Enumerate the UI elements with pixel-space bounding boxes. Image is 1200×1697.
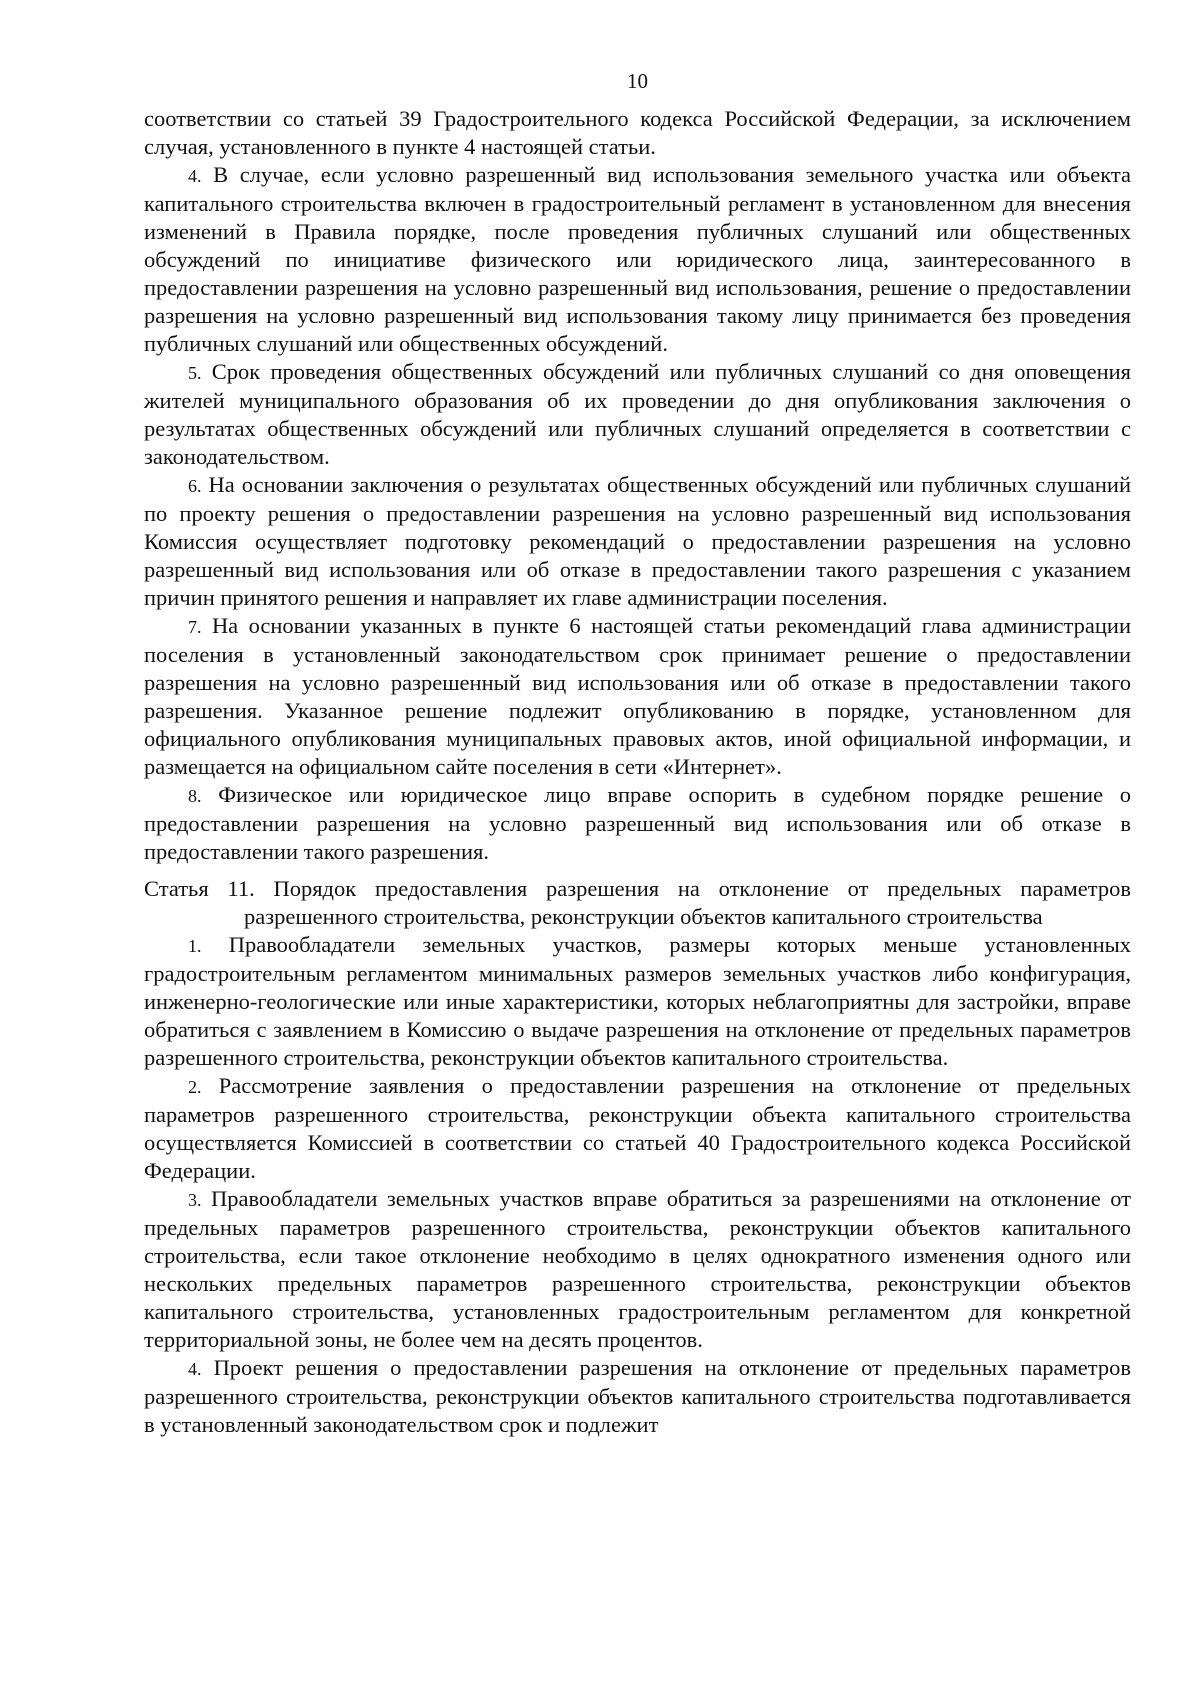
document-page	[144, 70, 1131, 1439]
list-item	[144, 471, 1131, 612]
list-item	[144, 612, 1131, 781]
item-number: 3.	[188, 1190, 202, 1210]
item-text: Срок проведения общественных обсуждений или публичных слушаний со дня оповещения жителей муниципального образования об их проведении до дня опубликования заключения о результатах общественных обсуждений или публичных слушаний определяется в соответствии с законодательством.	[144, 359, 1131, 469]
article-11-heading: Статья 11. Порядок предоставления разрешения на отклонение от предельных параметров разрешенного строительства, реконструкции объектов капитального строительства	[144, 876, 1131, 929]
item-text: На основании указанных в пункте 6 настоящей статьи рекомендаций глава администрации поселения в установленный законодательством срок принимает решение о предоставлении разрешения на условно разрешенный вид использования или об отказе в предоставлении такого разрешения. Указанное решение подлежит опубликованию в порядке, установленном для официального опубликования муниципальных правовых актов, иной официальной информации, и размещается на официальном сайте поселения в сети «Интернет».	[144, 613, 1132, 779]
item-text: Рассмотрение заявления о предоставлении разрешения на отклонение от предельных параметров разрешенного строительства, реконструкции объекта капитального строительства осуществляется Комиссией в соответствии со статьей 40 Градостроительного кодекса Российской Федерации.	[144, 1073, 1132, 1183]
item-number: 4.	[188, 166, 202, 186]
item-text: На основании заключения о результатах общественных обсуждений или публичных слушаний по проекту решения о предоставлении разрешения на условно разрешенный вид использования Комиссия осуществляет подготовку рекомендаций о предоставлении разрешения на условно разрешенный вид использования или об отказе в предоставлении такого разрешения с указанием причин принятого решения и направляет их главе администрации поселения.	[144, 472, 1131, 610]
page-number: 10	[627, 69, 648, 93]
item-text: Физическое или юридическое лицо вправе оспорить в судебном порядке решение о предоставлении разрешения на условно разрешенный вид использования или об отказе в предоставлении такого разрешения.	[144, 782, 1131, 864]
item-number: 8.	[188, 786, 202, 806]
item-text: Проект решения о предоставлении разрешения на отклонение от предельных параметров разрешенного строительства, реконструкции объектов капитального строительства подготавливается в установленный законодательством срок и подлежит	[144, 1355, 1132, 1437]
list-item	[144, 161, 1131, 358]
item-number: 4.	[188, 1359, 202, 1379]
item-number: 6.	[188, 476, 202, 496]
item-number: 2.	[188, 1077, 202, 1097]
list-item	[144, 931, 1131, 1072]
item-number: 5.	[188, 363, 202, 383]
item-text: Правообладатели земельных участков вправе обратиться за разрешениями на отклонение от предельных параметров разрешенного строительства, реконструкции объектов капитального строительства, если такое отклонение необходимо в целях однократного изменения одного или нескольких предельных параметров разрешенного строительства, реконструкции объектов капитального строительства, установленных градостроительным регламентом для конкретной территориальной зоны, не более чем на десять процентов.	[144, 1186, 1132, 1352]
item-text: Правообладатели земельных участков, размеры которых меньше установленных градостроительным регламентом минимальных размеров земельных участков либо конфигурация, инженерно-геологические или иные характеристики, которых неблагоприятны для застройки, вправе обратиться с заявлением в Комиссию о выдаче разрешения на отклонение от предельных параметров разрешенного строительства, реконструкции объектов капитального строительства.	[144, 932, 1132, 1070]
list-item	[144, 358, 1131, 471]
list-item	[144, 1185, 1131, 1354]
list-item	[144, 1072, 1131, 1185]
list-item	[144, 781, 1131, 866]
item-number: 1.	[188, 936, 202, 956]
article-11-items	[144, 931, 1131, 1439]
item-text: В случае, если условно разрешенный вид использования земельного участка или объекта капитального строительства включен в градостроительный регламент в установленном для внесения изменений в Правила порядке, после проведения публичных слушаний или общественных обсуждений по инициативе физического или юридического лица, заинтересованного в предоставлении разрешения на условно разрешенный вид использования, решение о предоставлении разрешения на условно разрешенный вид использования такому лицу принимается без проведения публичных слушаний или общественных обсуждений.	[144, 162, 1131, 356]
article-10-items	[144, 161, 1131, 866]
intro-paragraph: соответствии со статьей 39 Градостроительного кодекса Российской Федерации, за исключением случая, установленного в пункте 4 настоящей статьи.	[144, 106, 1131, 159]
list-item	[144, 1354, 1131, 1439]
item-number: 7.	[188, 617, 202, 637]
